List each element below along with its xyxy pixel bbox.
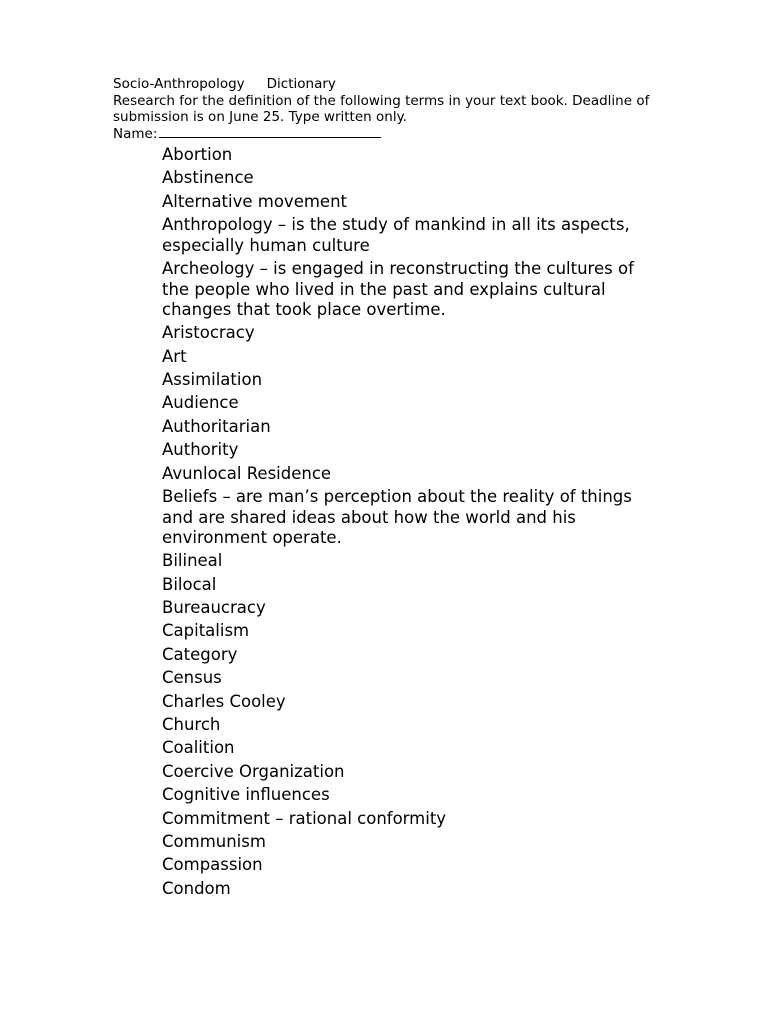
term-item [162,391,702,414]
term-item [162,760,702,783]
term-text-line: Capitalism [162,621,250,641]
term-item [162,619,702,642]
term-text-line: Communism [162,831,266,851]
term-item [162,713,702,736]
header-title-line [113,76,693,93]
term-item [162,877,702,900]
term-text-line: Bilocal [162,574,217,594]
document-type: Dictionary [266,76,336,92]
term-text-line: Charles Cooley [162,691,286,711]
term-list [162,143,702,900]
term-text-line: Cognitive influences [162,785,330,805]
term-text-line: Coercive Organization [162,761,345,781]
name-label: Name: [113,125,158,142]
instruction-line: submission is on June 25. Type written only. [113,109,407,125]
term-text-line: Art [162,346,187,366]
term-item [162,596,702,619]
term-item [162,485,702,549]
term-item [162,736,702,759]
term-item [162,345,702,368]
term-item [162,462,702,485]
term-item [162,830,702,853]
term-text-line: Condom [162,878,231,898]
term-item [162,807,702,830]
term-text-line: Beliefs – are man’s perception about the reality of things [162,486,632,506]
term-item [162,368,702,391]
term-text-line: especially human culture [162,235,370,255]
name-blank [159,127,381,138]
term-text-line: Category [162,644,238,664]
document-header [113,76,693,142]
name-line [113,126,693,143]
term-item [162,549,702,572]
term-item [162,166,702,189]
term-text-line: Authority [162,440,239,460]
term-item [162,213,702,257]
term-text-line: Audience [162,393,239,413]
instruction-line: Research for the definition of the following terms in your text book. Deadline of [113,92,650,109]
term-text-line: Church [162,715,221,735]
term-text-line: the people who lived in the past and explains cultural [162,279,606,299]
term-text-line: Alternative movement [162,191,348,211]
term-text-line: Avunlocal Residence [162,463,332,483]
term-text-line: Archeology – is engaged in reconstructing the cultures of [162,258,634,278]
term-text-line: Coalition [162,738,235,758]
term-text-line: and are shared ideas about how the world and his [162,507,576,527]
term-item [162,438,702,461]
term-item [162,257,702,321]
term-item [162,783,702,806]
term-item [162,321,702,344]
term-text-line: Assimilation [162,369,263,389]
term-text-line: Abortion [162,145,233,164]
term-text-line: Bilineal [162,551,223,571]
term-item [162,853,702,876]
term-text-line: Compassion [162,855,263,875]
term-text-line: Aristocracy [162,323,255,343]
term-text-line: environment operate. [162,528,342,548]
term-item [162,190,702,213]
term-item [162,690,702,713]
term-text-line: Anthropology – is the study of mankind in all its aspects, [162,215,630,235]
course-title: Socio-Anthropology [113,76,245,92]
term-item [162,643,702,666]
term-text-line: Census [162,668,222,688]
term-item [162,415,702,438]
term-text-line: Commitment – rational conformity [162,808,447,828]
term-text-line: changes that took place overtime. [162,300,446,320]
term-item [162,143,702,166]
term-text-line: Authoritarian [162,416,271,436]
term-text-line: Abstinence [162,168,254,188]
term-text-line: Bureaucracy [162,598,266,618]
term-item [162,573,702,596]
term-item [162,666,702,689]
